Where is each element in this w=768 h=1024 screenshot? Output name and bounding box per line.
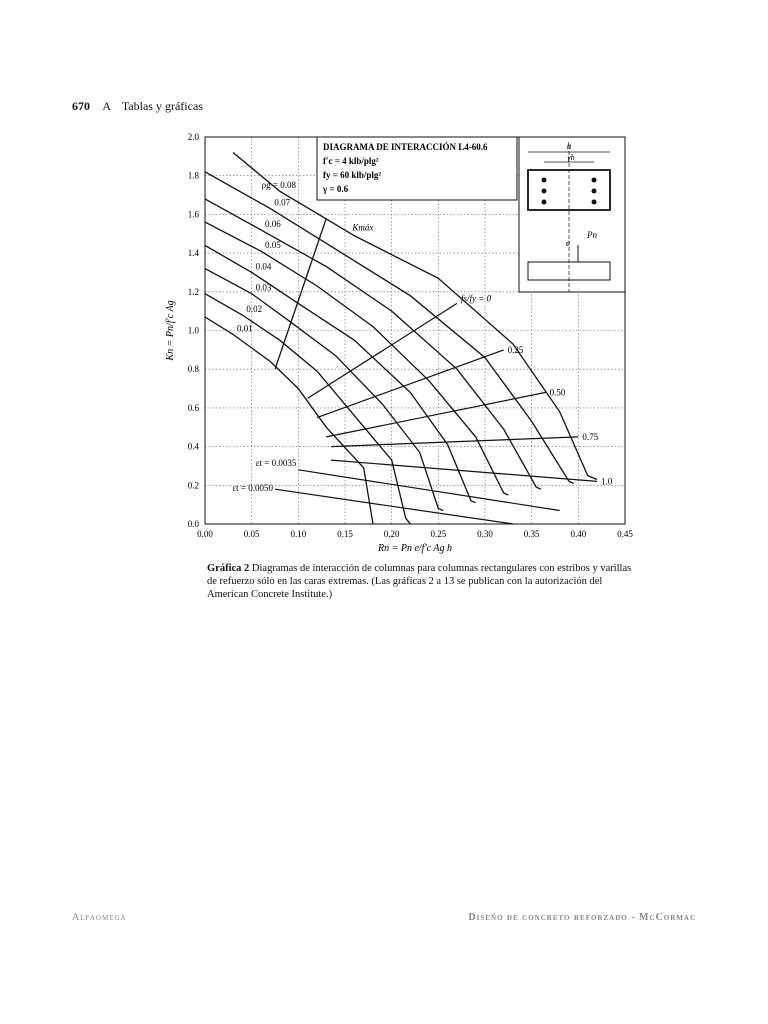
fsfy-line-label: 0.75 <box>582 431 599 442</box>
y-tick-label: 2.0 <box>187 132 199 142</box>
y-tick-label: 1.0 <box>187 325 199 336</box>
y-tick-label: 0.8 <box>187 364 199 375</box>
y-tick-label: 0.2 <box>187 480 199 491</box>
rho-curve-label: 0.07 <box>274 197 291 208</box>
x-tick-label: 0.10 <box>290 529 307 539</box>
fsfy-line-label: 0.50 <box>549 387 566 398</box>
kmax-label: Kmáx <box>352 222 374 233</box>
e-label: e <box>566 238 570 248</box>
rho-curve <box>205 245 476 502</box>
fsfy-line-label: 0.25 <box>507 344 524 355</box>
y-tick-label: 0.0 <box>187 519 199 529</box>
rho-curve-label: 0.01 <box>237 323 253 334</box>
rho-curve <box>205 199 541 489</box>
rebar-dot <box>542 200 547 205</box>
rho-curve <box>205 222 508 495</box>
chart-param: fy = 60 klb/plg² <box>323 170 382 180</box>
y-tick-label: 1.4 <box>187 248 199 259</box>
chart-title: DIAGRAMA DE INTERACCIÓN L4-60.6 <box>323 142 488 152</box>
figure-caption <box>207 562 637 601</box>
caption-label: Gráfica 2 <box>207 563 250 574</box>
y-tick-label: 1.6 <box>187 209 199 220</box>
page-number: 670 <box>72 99 90 113</box>
rho-curve-label: 0.04 <box>255 261 272 272</box>
rebar-dot <box>592 189 597 194</box>
chart-param: γ = 0.6 <box>323 184 349 194</box>
rho-curve-label: ρg = 0.08 <box>261 180 296 191</box>
x-tick-label: 0.15 <box>337 529 353 539</box>
rebar-dot <box>592 200 597 205</box>
fsfy-line <box>317 350 504 418</box>
x-tick-label: 0.05 <box>243 529 260 539</box>
gh-label: γh <box>567 153 575 162</box>
y-tick-label: 1.8 <box>187 170 199 181</box>
x-tick-label: 0.30 <box>477 529 493 539</box>
strain-line-label: εt = 0.0050 <box>232 483 273 494</box>
y-tick-label: 0.6 <box>187 402 199 413</box>
section-title: Tablas y gráficas <box>121 99 203 113</box>
fsfy-line <box>326 392 545 437</box>
x-tick-label: 0.40 <box>570 529 587 539</box>
strain-line <box>298 470 559 511</box>
y-tick-label: 0.4 <box>187 441 199 452</box>
rebar-dot <box>592 178 597 183</box>
y-axis-label: Kn = Pn/f′c Ag <box>165 300 176 361</box>
rho-curve-label: 0.03 <box>255 282 272 293</box>
rho-curve-label: 0.06 <box>265 218 281 229</box>
x-tick-label: 0.25 <box>430 529 447 539</box>
caption-text: Diagramas de interacción de columnas para columnas rectangulares con estribos y varillas de refuerzo sólo en las caras extremas. (Las gráficas 2 a 13 se publican con la autorización del American Concrete Institute.) <box>207 563 632 600</box>
section-letter: A <box>102 99 112 113</box>
x-tick-label: 0.00 <box>197 529 213 539</box>
strain-line <box>275 489 513 524</box>
chart-param: f′c = 4 klb/plg² <box>323 156 379 166</box>
fsfy-line-label: 1.0 <box>601 476 613 487</box>
rebar-dot <box>542 178 547 183</box>
x-axis-label: Rn = Pn e/f′c Ag h <box>377 543 453 554</box>
x-tick-label: 0.45 <box>617 529 633 539</box>
footer-book-title: Diseño de concreto reforzado - McCormac <box>468 912 696 923</box>
pn-label: Pn <box>587 230 597 240</box>
strain-line-label: εt = 0.0035 <box>255 457 297 468</box>
rho-curve-label: 0.05 <box>265 240 281 251</box>
x-tick-label: 0.20 <box>383 529 400 539</box>
h-label: h <box>566 141 572 151</box>
fsfy-line <box>331 437 578 447</box>
x-tick-label: 0.35 <box>523 529 540 539</box>
y-tick-label: 1.2 <box>187 286 199 297</box>
fsfy-line-label: fs/fy = 0 <box>461 293 492 304</box>
rho-curve-label: 0.02 <box>246 304 263 315</box>
rebar-dot <box>542 189 547 194</box>
footer-publisher: Alfaomega <box>72 912 127 923</box>
